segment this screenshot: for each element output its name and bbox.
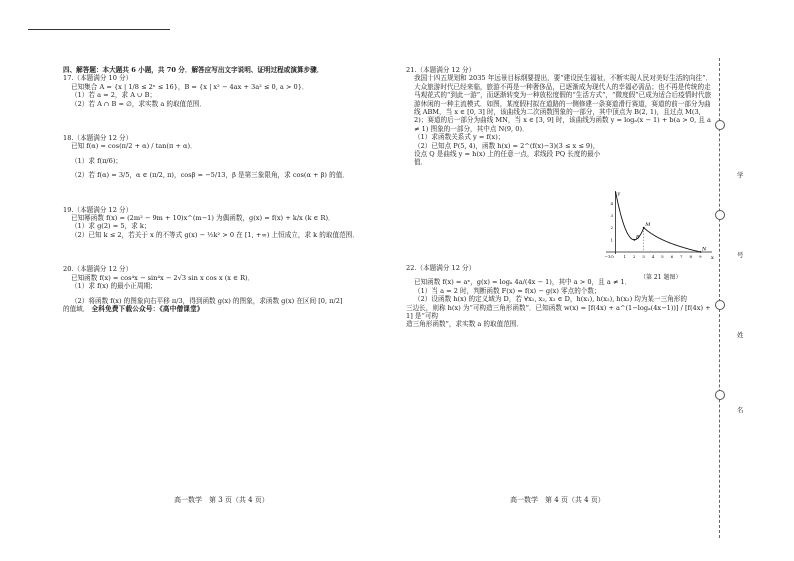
q19-stem: 已知幂函数 f(x) = (2m² − 9m + 10)x^(m−1) 为偶函数，g(x) = f(x) + k/x (k ∈ R)．: [71, 214, 335, 223]
binding-label: 号: [737, 251, 744, 259]
q17-part2: （2）若 A ∩ B = ∅，求实数 a 的取值范围．: [71, 99, 206, 108]
q21-figure-caption: （第 21 题图）: [640, 274, 682, 281]
binding-ring-icon: [715, 300, 725, 310]
y-tick-label: 3: [610, 212, 613, 218]
q20-part2: （2）将函数 f(x) 的图象向右平移 π/3，得到函数 g(x) 的图象，求函数 g(x) 在区间 [0, π/2]: [71, 296, 343, 305]
q17-part1: （1）若 a = 2，求 A ∪ B；: [71, 91, 157, 100]
binding-label: 学: [737, 171, 744, 179]
x-tick-label: 3: [642, 254, 645, 259]
q22-part2-line1: （2）设函数 h(x) 的定义域为 D，若 ∀x₁, x₂, x₃ ∈ D，h(x₁), h(x₂), h(x₃) 均为某一三角形的: [414, 295, 687, 304]
y-tick-label: 1: [610, 237, 613, 243]
top-rule: [28, 29, 170, 30]
binding-ring-icon: [715, 390, 725, 400]
q21-figure: [596, 190, 716, 264]
q19-title: 19.（本题满分 12 分）: [63, 205, 133, 214]
right-column: [406, 66, 716, 167]
q21-part1: （1）求函数关系式 y = f(x)；: [414, 133, 505, 142]
q21-body: 我国十四五规划和 2035 年远景目标纲要提出，要“建设民生福祉，不断实现人民对美好生活的向往”．大众旅游时代已经来临，旅游不再是一种奢侈品，已逐渐成为现代人的幸福必需品；也不再是传统的走马观花式的“到此一游”，而逐渐转变为一种放松度假的“生活方式”，“微度假”已成为适合后疫情时代旅游休闲的一种主流模式．如图，某度假村拟在道路的一侧修建一条赛道滑行赛道，赛道的前一部分为曲线 ABM，当 x ∈ [0, 3] 时，该曲线为二次函数图象的一部分，其中顶点为 B(2, 1)，且过点 M(3, 2)；赛道的后一部分为曲线 MN，当 x ∈ [3, 9] 时，该曲线为函数 y = logₐ(x − 1) + b(a > 0, 且 a ≠ 1) 图象的一部分，其中点 N(9, 0)．: [414, 74, 713, 133]
binding-label: 姓: [737, 331, 744, 339]
binding-ring-icon: [715, 210, 725, 220]
point-label: B: [635, 234, 640, 241]
footer-page-3: 高一数学 第 3 页（共 4 页）: [174, 496, 269, 504]
q20-title: 20.（本题满分 12 分）: [63, 265, 133, 274]
x-tick-label: 9: [698, 254, 702, 259]
y-axis-label: y: [617, 191, 621, 197]
x-axis-label: x: [711, 255, 714, 261]
q18-part1: （1）求 f(π/6)；: [71, 156, 123, 165]
q21-title: 21.（本题满分 12 分）: [406, 66, 476, 74]
q20-part2-end-text: 的值域．: [63, 304, 90, 313]
x-tick-label: 6: [670, 254, 674, 259]
track-curve: [615, 191, 700, 252]
q22-part2-line2: 三边长，则称 h(x) 为“可构造三角形函数”．已知函数 w(x) = [f(4x) + a^(1−logₐ(4x−1))] / [f(4x) + 1] 是“可构: [406, 303, 711, 321]
footer-page-4: 高一数学 第 4 页（共 4 页）: [510, 496, 605, 504]
q18-part2: （2）若 f(α) = 3/5，α ∈ (π/2, π)，cosβ = −5/13，β 是第三象限角，求 cos(α + β) 的值．: [71, 171, 349, 180]
x-tick-label: 2: [632, 254, 636, 259]
binding-label: 名: [737, 406, 744, 414]
x-tick-label: 1: [623, 254, 626, 259]
watermark-text: 全科免费下载公众号：《高中僧课堂》: [91, 304, 204, 313]
x-tick-label: −1: [604, 254, 611, 259]
q22-part2-line3: 造三角形函数”，求实数 a 的取值范围．: [406, 320, 523, 329]
binding-line: [719, 58, 721, 538]
q19-part2: （2）已知 k ≤ 2，若关于 x 的不等式 g(x) − ½k² > 0 在 [1, +∞) 上恒成立，求 k 的取值范围．: [71, 230, 359, 239]
point-label: N: [701, 246, 707, 253]
q22-title: 22.（本题满分 12 分）: [406, 264, 476, 272]
binding-ring-icon: [715, 120, 725, 130]
x-tick-label: 7: [680, 254, 683, 259]
q18-stem: 已知 f(α) = cos(π/2 + α) / tan(π + α)．: [71, 142, 197, 151]
y-tick-label: 2: [610, 225, 613, 231]
x-tick-label: 8: [689, 254, 693, 259]
left-column: [63, 66, 381, 313]
point-label: M: [645, 222, 651, 229]
q22-stem: 已知函数 f(x) = aˣ，g(x) = logₐ 4a/(4x − 1)，其中 a > 0，且 a ≠ 1．: [414, 278, 632, 287]
origin-label: O: [610, 254, 614, 259]
x-tick-label: 4: [651, 254, 655, 259]
q20-stem: 已知函数 f(x) = cos⁴x − sin⁴x − 2√3 sin x cos x (x ∈ R)．: [71, 273, 255, 282]
q21-chart-svg: [596, 190, 716, 264]
q19-part1: （1）求 g(2) = 5，求 k；: [71, 222, 151, 231]
q20-part2-end: [63, 305, 381, 313]
q18-title: 18.（本题满分 12 分）: [63, 134, 133, 143]
q17-stem: 已知集合 A = {x | 1/8 ≤ 2ˣ ≤ 16}，B = {x | x² − 4ax + 3a² ≤ 0, a > 0}．: [71, 82, 309, 91]
section-header: 四、解答题：本大题共 6 小题，共 70 分．解答应写出文字说明、证明过程或演算步骤．: [63, 66, 324, 74]
q21-part2: （2）已知点 P(5, 4)，函数 h(x) = 2^(f(x)−3)(3 ≤ x ≤ 9)，设点 Q 是曲线 y = h(x) 上的任意一点，求线段 PQ 长度的最小值．: [414, 141, 601, 167]
q17-title: 17.（本题满分 10 分）: [63, 74, 133, 83]
x-tick-label: 5: [661, 254, 664, 259]
right-column-lower: [406, 264, 716, 329]
q22-part1: （1）当 a = 2 时，判断函数 F(x) = f(x) − g(x) 零点的个数；: [414, 286, 601, 295]
y-tick-label: 4: [610, 200, 613, 206]
q20-part1: （1）求 f(x) 的最小正周期；: [71, 282, 157, 291]
